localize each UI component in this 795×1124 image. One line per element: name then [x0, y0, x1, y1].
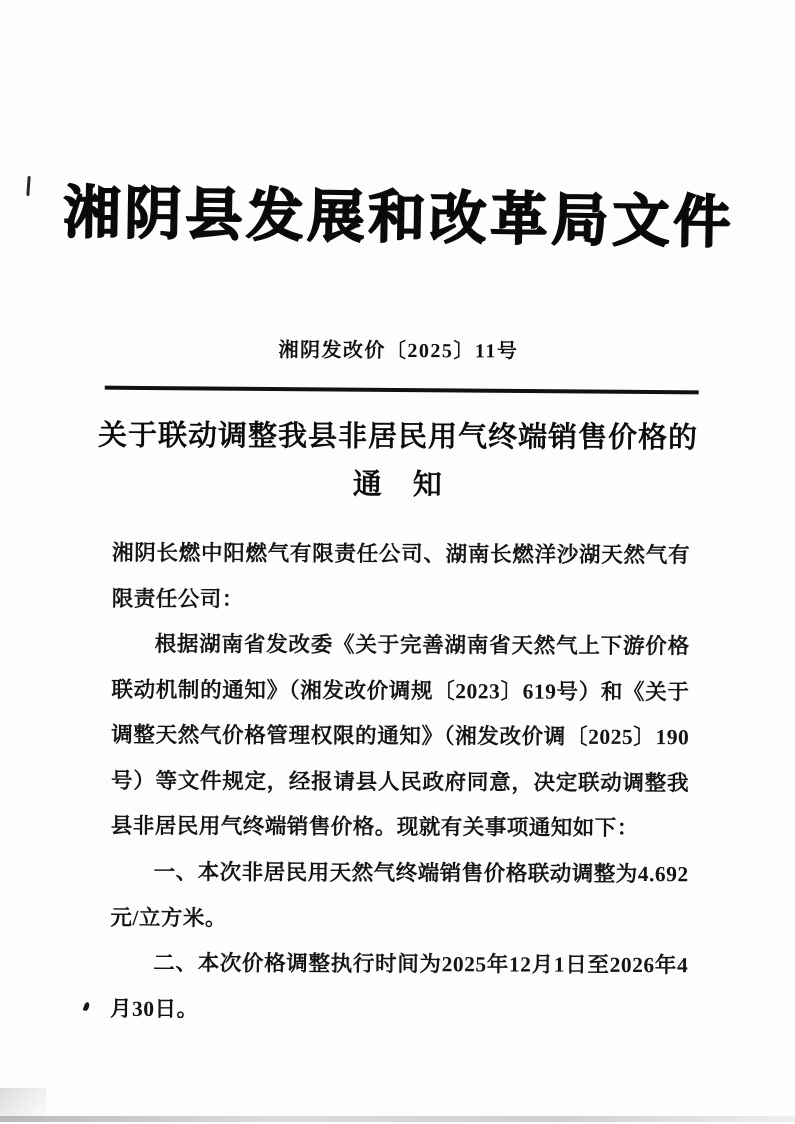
scan-corner-smudge	[0, 1088, 46, 1118]
notice-title-line1: 关于联动调整我县非居民用气终端销售价格的	[97, 419, 699, 455]
paragraph-item-2: 二、本次价格调整执行时间为2025年12月1日至2026年4月30日。	[109, 951, 689, 1021]
header-divider	[105, 386, 699, 395]
scan-bottom-edge	[0, 1116, 795, 1122]
document-body	[110, 531, 690, 1035]
paragraph-item-1: 一、本次非居民用天然气终端销售价格联动调整为4.692元/立方米。	[110, 859, 689, 930]
notice-title-line2: 通 知	[352, 468, 443, 502]
notice-title	[60, 413, 735, 512]
paragraph-basis: 根据湖南省发改委《关于完善湖南省天然气上下游价格联动机制的通知》（湘发改价调规〔2023〕619号）和《关于调整天然气价格管理权限的通知》（湘发改价调〔2025〕190号）等文件规定，经报请县人民政府同意，决定联动调整我县非居民用气终端销售价格。现就有关事项通知如下：	[110, 632, 690, 841]
document-number: 湘阴发改价〔2025〕11号	[278, 339, 519, 363]
recipients-line: 湘阴长燃中阳燃气有限责任公司、湖南长燃洋沙湖天然气有限责任公司：	[111, 540, 691, 611]
document-header-title: 湘阴县发展和改革局文件	[63, 182, 735, 255]
